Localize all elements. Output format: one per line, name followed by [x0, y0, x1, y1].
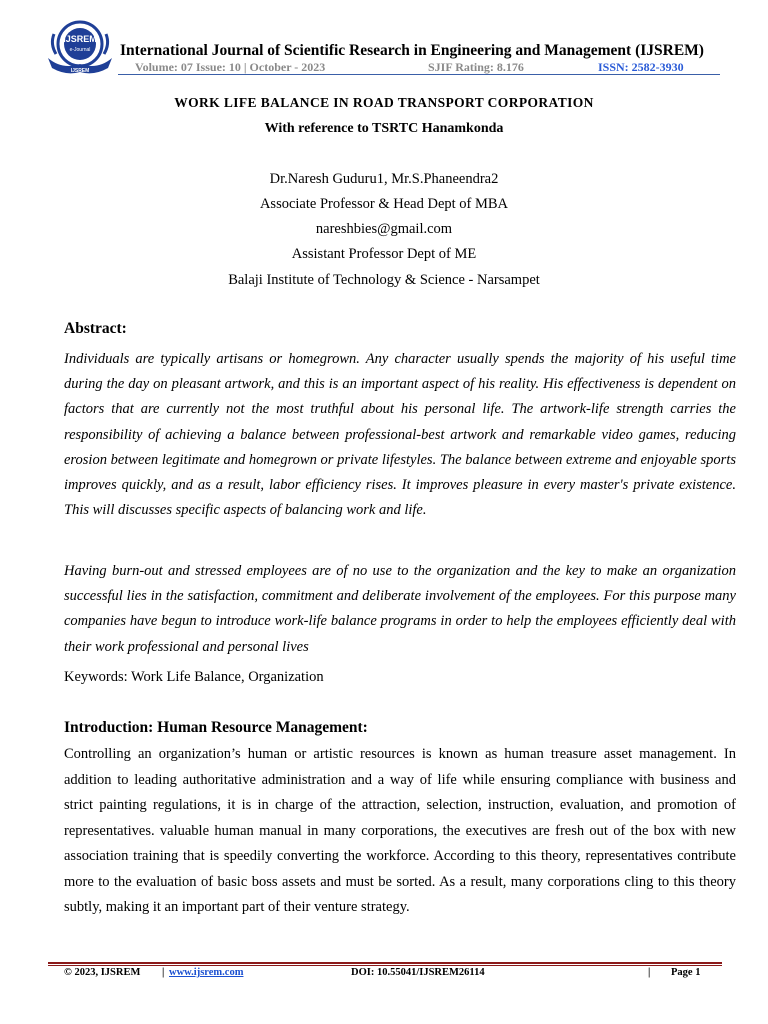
author-institution: Balaji Institute of Technology & Science - Narsampet: [228, 272, 540, 288]
logo-text-top: IJSREM: [63, 34, 97, 44]
keywords: Keywords: Work Life Balance, Organization: [64, 669, 324, 685]
logo-text-mid: e-Journal: [69, 47, 91, 53]
paper-subtitle: With reference to TSRTC Hanamkonda: [264, 121, 504, 136]
logo-text-bottom: IJSREM: [70, 68, 90, 74]
abstract-heading: Abstract:: [64, 320, 127, 337]
introduction-paragraph: Controlling an organization’s human or artistic resources is known as human treasure asset management. In addition to leading authoritative administration and a way of life while ensuring compliance with business and strict painting regulations, it is in charge of the attraction, selection, instruction, evaluation, and promotion of representatives. valuable human manual in many corporations, the executives are fresh out of the box with new association training that is speedily converting the workforce. According to this theory, representatives contribute more to the evaluation of basic boss assets and must be sorted. As a result, many corporations cling to this theory subtly, making it an important part of their venture strategy.: [64, 746, 736, 915]
abstract-paragraph-1: Individuals are typically artisans or homegrown. Any character usually spends the majority of his useful time during the day on pleasant artwork, and this is an important aspect of his reality. His effectiveness is dependent on factors that are currently not the most truthful about his personal life. The artwork-life strength carries the responsibility of achieving a balance between professional-best artwork and remarkable video games, reducing erosion between legitimate and homegrown or private lifestyles. The balance between extreme and enjoyable sports improves quickly, and as a result, labor efficiency rises. It improves pleasure in every master's private existence. This will discusses specific aspects of balancing work and life.: [64, 351, 736, 519]
journal-volume: Volume: 07 Issue: 10 | October - 2023: [135, 60, 326, 74]
author-names: Dr.Naresh Guduru1, Mr.S.Phaneendra2: [269, 171, 499, 187]
footer-separator-2: |: [648, 967, 651, 978]
author-affiliation-2: Assistant Professor Dept of ME: [291, 246, 477, 262]
journal-sjif: SJIF Rating: 8.176: [428, 60, 524, 74]
header-rule: [118, 74, 720, 75]
footer-doi: DOI: 10.55041/IJSREM26114: [351, 967, 485, 978]
journal-issn: ISSN: 2582-3930: [598, 60, 684, 74]
footer-page-number: Page 1: [671, 967, 701, 978]
journal-title: International Journal of Scientific Research in Engineering and Management (IJSREM): [120, 42, 704, 59]
author-affiliation-1: Associate Professor & Head Dept of MBA: [259, 196, 509, 212]
introduction-heading: Introduction: Human Resource Management:: [64, 719, 368, 736]
journal-logo: [42, 14, 118, 78]
footer-rule: [48, 962, 722, 964]
paper-title: WORK LIFE BALANCE IN ROAD TRANSPORT CORPORATION: [174, 95, 594, 110]
footer-website-link[interactable]: www.ijsrem.com: [169, 967, 244, 978]
abstract-paragraph-2: Having burn-out and stressed employees are of no use to the organization and the key to make an organization successful lies in the satisfaction, commitment and deliberate involvement of the employees. For this purpose many companies have begun to introduce work-life balance programs in order to help the employees efficiently deal with their work professional and personal lives: [64, 563, 736, 655]
footer-copyright: © 2023, IJSREM: [64, 967, 141, 978]
footer-rule-thin: [48, 965, 722, 966]
footer-separator: |: [162, 967, 165, 978]
author-email: nareshbies@gmail.com: [315, 221, 453, 237]
